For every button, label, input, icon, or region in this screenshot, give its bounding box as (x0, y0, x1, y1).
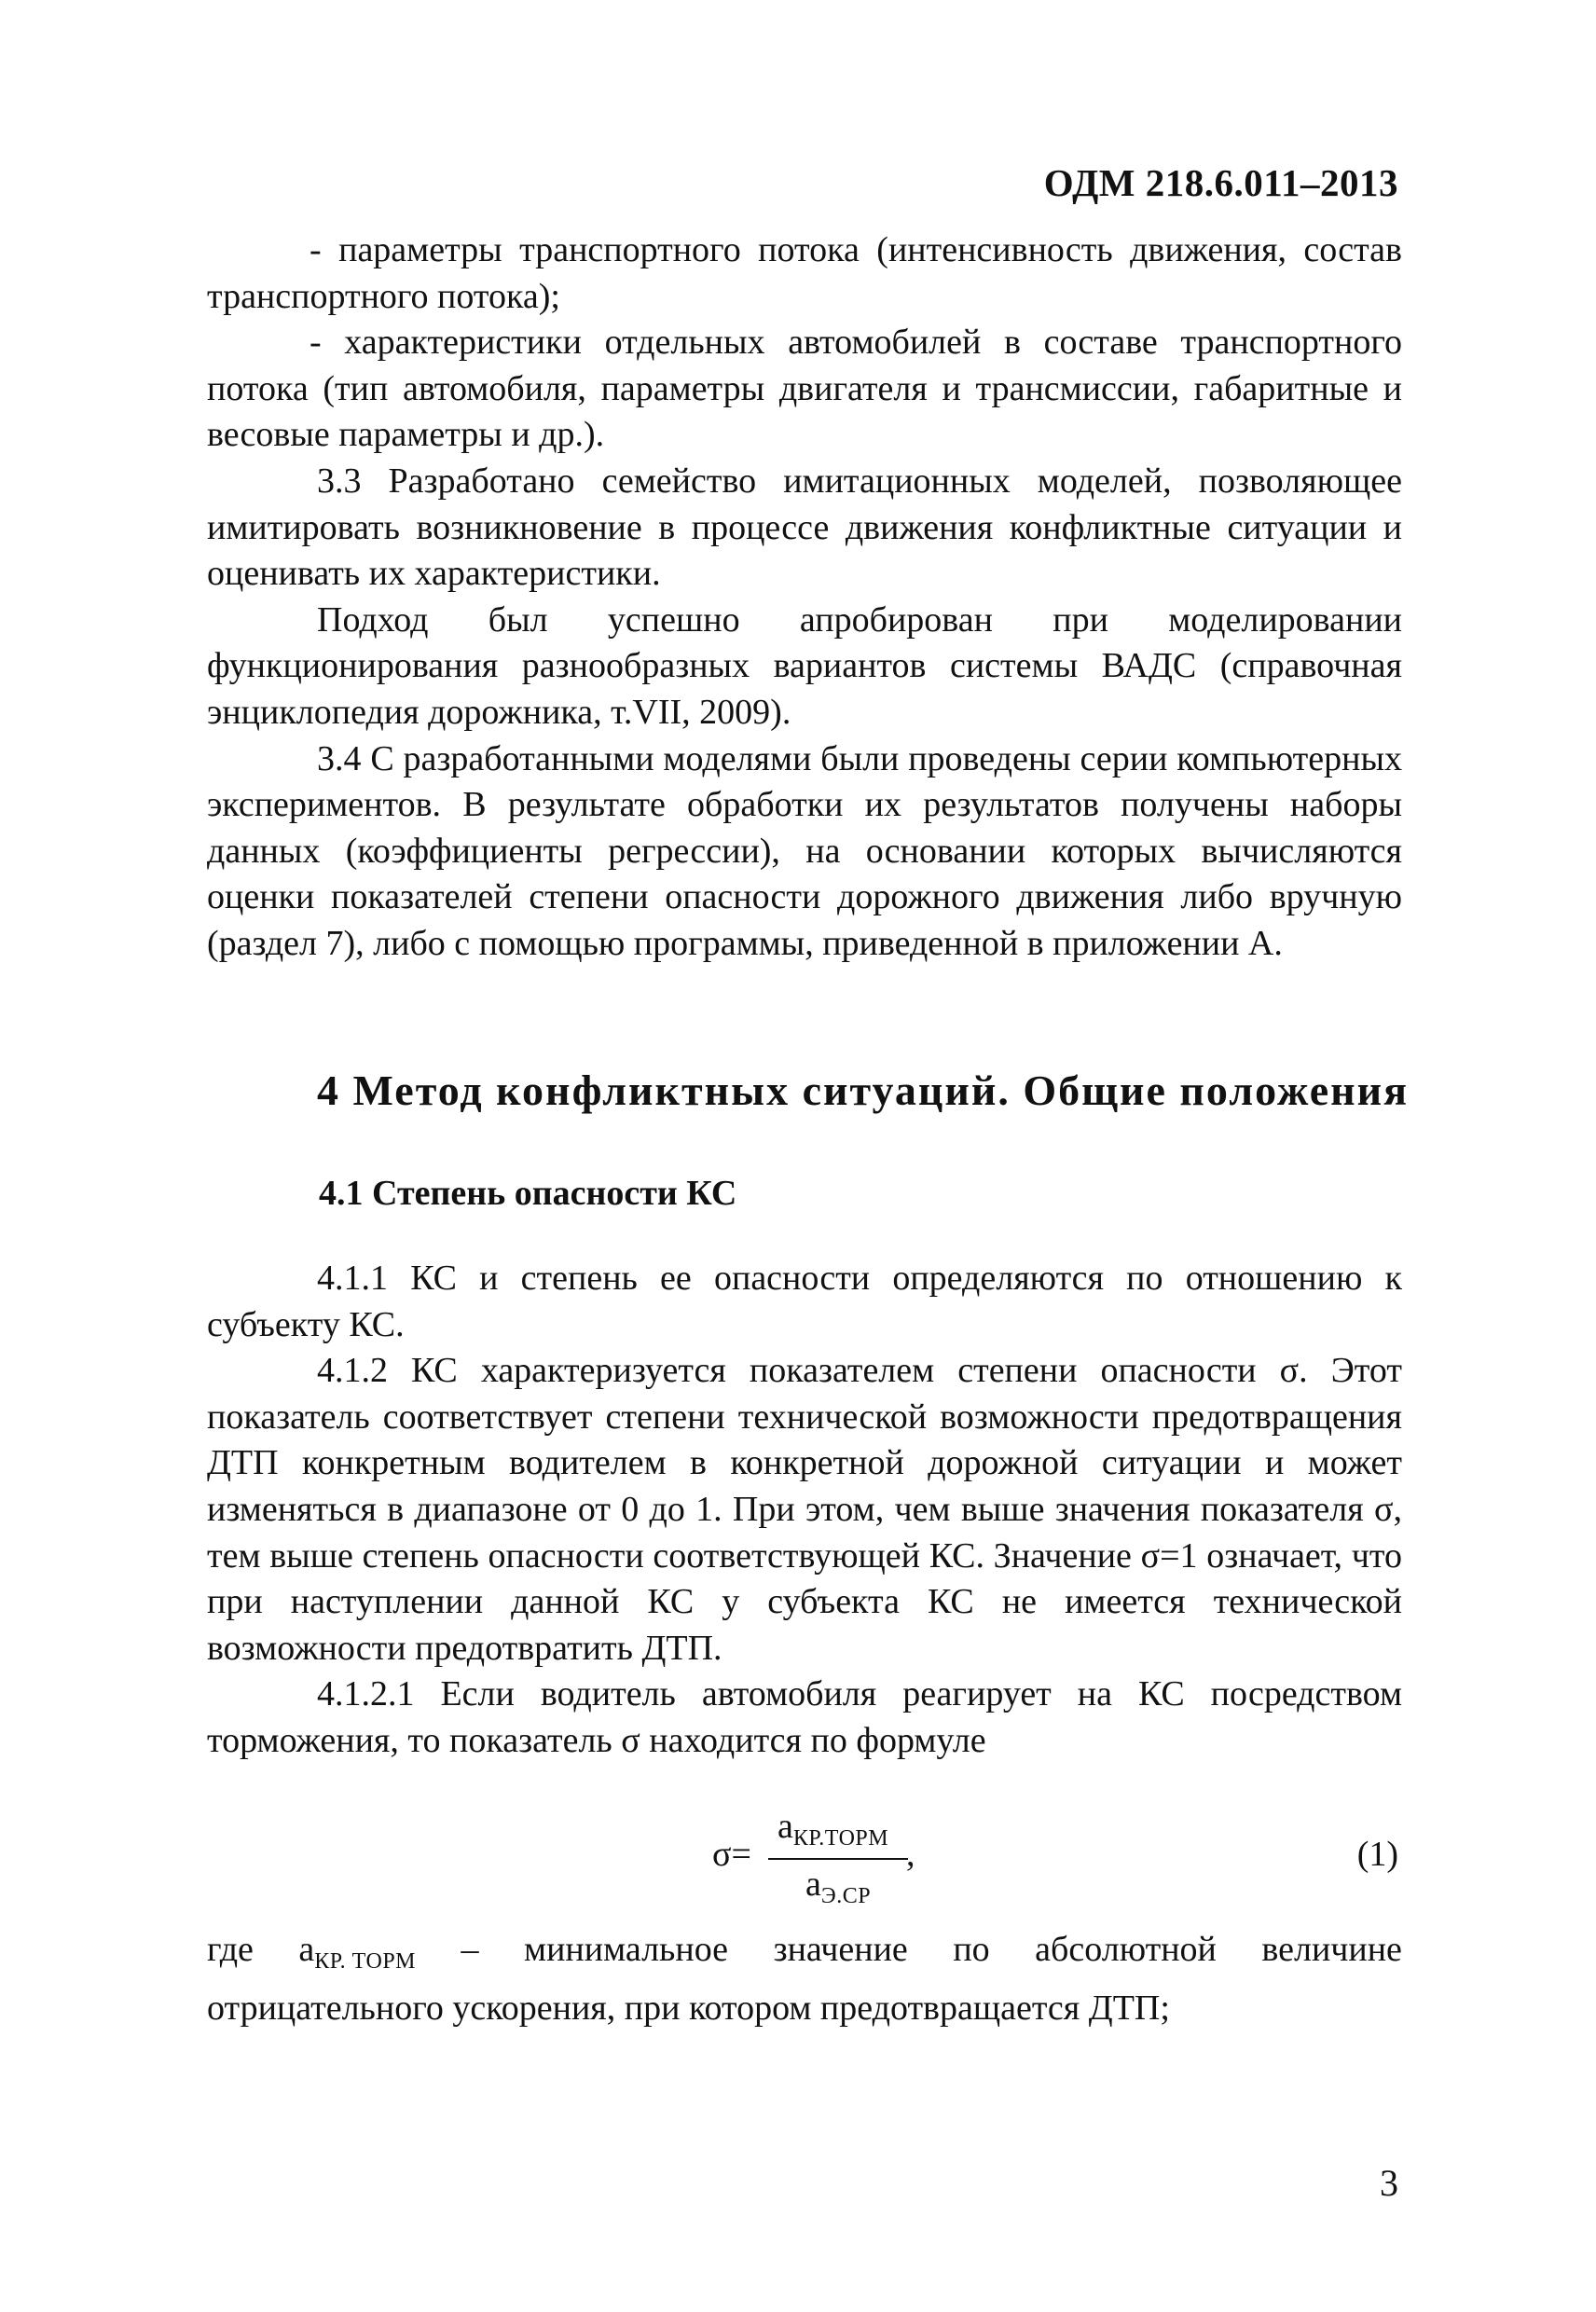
section-4-heading: 4 Метод конфликтных ситуаций. Общие положения (317, 1067, 1410, 1114)
symbol-subscript: КР. ТОРМ (314, 1949, 417, 1974)
denominator-base: а (805, 1865, 821, 1904)
formula-1 (712, 1806, 945, 1918)
paragraph-3-4: 3.4 С разработанными моделями были проведены серии компьютерных экспериментов. В результате обработки их результатов получены наборы данных (коэффициенты регрессии), на основании которых вычисляются оценки показателей степени опасности дорожного движения либо вручную (раздел 7), либо с помощью программы, приведенной в приложении А. (207, 738, 1402, 963)
where-symbol (298, 1927, 416, 1986)
paragraph-4-1-1: 4.1.1 КС и степень ее опасности определяются по отношению к субъекту КС. (207, 1259, 1402, 1344)
where-dash: – (461, 1930, 479, 1969)
body-text-block-1 (207, 227, 1402, 968)
fraction-bar (768, 1858, 908, 1860)
where-explanation (207, 1927, 1402, 2031)
numerator-subscript: КР.ТОРМ (792, 1826, 889, 1851)
where-word-5: величине (1261, 1930, 1402, 1969)
where-line-1 (207, 1927, 1402, 1986)
document-code-header: ОДМ 218.6.011–2013 (1043, 161, 1398, 204)
equation-number: (1) (1356, 1835, 1398, 1874)
formula-numerator (777, 1806, 888, 1851)
paragraph-4-1-2: 4.1.2 КС характеризуется показателем степени опасности σ. Этот показатель соответствует степени технической возможности предотвращения ДТП конкретным водителем в конкретной дорожной ситуации и может изменяться в диапазоне от 0 до 1. При этом, чем выше значения показателя σ, тем выше степень опасности соответствующей КС. Значение σ=1 означает, что при наступлении данной КС у субъекта КС не имеется технической возможности предотвратить ДТП. (207, 1351, 1402, 1668)
where-line-2: отрицательного ускорения, при котором предотвращается ДТП; (207, 1988, 1170, 2028)
paragraph-approach-tested: Подход был успешно апробирован при моделировании функционирования разнообразных вариантов системы ВАДС (справочная энциклопедия дорожника, т.VII, 2009). (207, 599, 1402, 732)
body-text-block-2 (207, 1256, 1402, 1765)
formula-comma: , (906, 1835, 915, 1874)
where-word-3: по (953, 1930, 990, 1969)
formula-lhs: σ= (712, 1835, 751, 1874)
where-word-4: абсолютной (1035, 1930, 1217, 1969)
page-number: 3 (1380, 2162, 1398, 2204)
paragraph-traffic-flow-params: - параметры транспортного потока (интенсивность движения, состав транспортного потока); (207, 230, 1402, 316)
where-label: где (207, 1930, 254, 1969)
symbol-base: а (298, 1930, 315, 1969)
paragraph-vehicle-characteristics: - характеристики отдельных автомобилей в составе транспортного потока (тип автомобиля, параметры двигателя и трансмиссии, габаритные и весовые параметры и др.). (207, 323, 1402, 455)
denominator-subscript: Э.СР (820, 1884, 872, 1908)
paragraph-3-3: 3.3 Разработано семейство имитационных моделей, позволяющее имитировать возникновение в процессе движения конфликтные ситуации и оценивать их характеристики. (207, 461, 1402, 594)
where-word-2: значение (773, 1930, 908, 1969)
paragraph-4-1-2-1: 4.1.2.1 Если водитель автомобиля реагирует на КС посредством торможения, то показатель σ находится по формуле (207, 1674, 1402, 1760)
formula-denominator (805, 1864, 871, 1909)
where-word-1: минимальное (524, 1930, 729, 1969)
section-4-1-heading: 4.1 Степень опасности КС (319, 1174, 737, 1213)
numerator-base: а (777, 1807, 793, 1846)
